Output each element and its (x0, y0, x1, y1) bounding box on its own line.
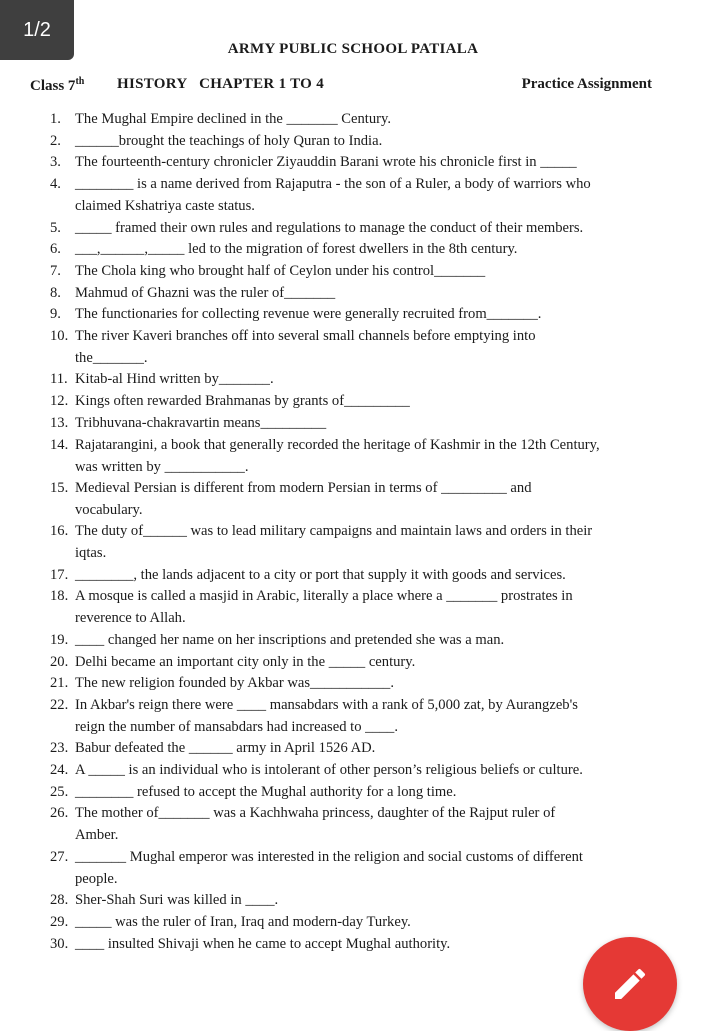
edit-button[interactable] (583, 937, 677, 1031)
question-text: _____ framed their own rules and regulations to manage the conduct of their members. (75, 219, 584, 236)
question-item (50, 672, 670, 694)
question-number: 23. (50, 740, 69, 757)
question-item (50, 585, 670, 629)
question-number: 6. (50, 241, 61, 258)
question-number: 15. (50, 479, 69, 496)
question-item (50, 889, 670, 911)
question-text: The new religion founded by Akbar was___________. (75, 675, 394, 692)
question-number: 3. (50, 154, 61, 171)
question-item (50, 434, 670, 478)
school-title: ARMY PUBLIC SCHOOL PATIALA (227, 41, 479, 57)
question-number: 24. (50, 762, 69, 778)
subject-heading: HISTORY CHAPTER 1 TO 4 (117, 76, 324, 92)
question-item (50, 629, 670, 651)
question-text: Tribhuvana-chakravartin means_________ (75, 414, 327, 431)
question-item (50, 130, 670, 152)
question-text: The mother of_______ was a Kachhwaha princess, daughter of the Rajput ruler of (75, 805, 556, 822)
question-number: 17. (50, 566, 69, 583)
question-number: 27. (50, 848, 69, 865)
class-label: Class 7th (30, 76, 85, 94)
question-text: ______brought the teachings of holy Quran to India. (75, 132, 383, 149)
question-item (50, 737, 670, 759)
question-text: iqtas. (75, 545, 107, 562)
question-item (50, 238, 670, 260)
question-text: The fourteenth-century chronicler Ziyauddin Barani wrote his chronicle first in _____ (75, 154, 577, 171)
question-number: 30. (50, 935, 69, 952)
question-number: 16. (50, 523, 69, 540)
question-text: ____ insulted Shivaji when he came to accept Mughal authority. (75, 935, 451, 952)
question-number: 11. (50, 371, 68, 388)
question-number: 28. (50, 892, 69, 909)
question-item (50, 282, 670, 304)
pencil-icon (610, 964, 650, 1004)
question-text: vocabulary. (75, 501, 143, 518)
question-item (50, 260, 670, 282)
question-number: 1. (50, 111, 61, 127)
page-counter: 1/2 (0, 0, 74, 60)
question-item (50, 564, 670, 586)
question-text: The river Kaveri branches off into several small channels before emptying into (75, 328, 536, 344)
question-text: reign the number of mansabdars had increased to ____. (75, 718, 398, 735)
question-item (50, 933, 670, 955)
question-text: Kings often rewarded Brahmanas by grants of_________ (75, 393, 410, 410)
question-item (50, 303, 670, 325)
question-text: The Mughal Empire declined in the _______ Century. (75, 111, 391, 127)
question-number: 21. (50, 675, 69, 692)
question-item (50, 781, 670, 803)
question-text: The duty of______ was to lead military campaigns and maintain laws and orders in their (75, 523, 593, 540)
question-text: A mosque is called a masjid in Arabic, literally a place where a _______ prostrates in (75, 588, 573, 605)
question-number: 5. (50, 219, 61, 236)
question-text: people. (75, 870, 118, 887)
question-text: In Akbar's reign there were ____ mansabdars with a rank of 5,000 zat, by Aurangzeb's (75, 696, 578, 713)
question-text: claimed Kshatriya caste status. (75, 198, 255, 215)
question-text: Amber. (75, 827, 119, 844)
question-item (50, 477, 670, 521)
question-number: 9. (50, 306, 61, 323)
question-number: 20. (50, 653, 69, 670)
question-text: _______ Mughal emperor was interested in the religion and social customs of different (75, 848, 583, 865)
question-item (50, 759, 670, 781)
question-item (50, 217, 670, 239)
question-text: was written by ___________. (75, 458, 249, 475)
question-text: ________ is a name derived from Rajaputra - the son of a Ruler, a body of warriors who (75, 176, 591, 193)
question-item (50, 390, 670, 412)
question-number: 7. (50, 262, 61, 279)
question-text: the_______. (75, 350, 148, 366)
question-text: Rajatarangini, a book that generally recorded the heritage of Kashmir in the 12th Century, (75, 436, 600, 453)
question-text: Delhi became an important city only in the _____ century. (75, 653, 416, 670)
question-number: 13. (50, 414, 69, 431)
question-number: 14. (50, 436, 69, 453)
question-number: 18. (50, 588, 69, 605)
question-number: 4. (50, 176, 61, 193)
question-text: Mahmud of Ghazni was the ruler of_______ (75, 284, 336, 301)
question-item (50, 911, 670, 933)
question-number: 25. (50, 783, 69, 800)
question-item (50, 368, 670, 390)
question-item (50, 846, 670, 890)
question-item (50, 520, 670, 564)
question-number: 2. (50, 132, 61, 149)
question-list (0, 108, 706, 958)
question-number: 12. (50, 393, 69, 410)
question-item (50, 151, 670, 173)
question-text: Kitab-al Hind written by_______. (75, 371, 274, 388)
question-number: 10. (50, 328, 69, 344)
question-text: ___,______,_____ led to the migration of forest dwellers in the 8th century. (75, 241, 518, 258)
question-item (50, 108, 670, 130)
question-text: ________ refused to accept the Mughal authority for a long time. (75, 783, 457, 800)
question-number: 26. (50, 805, 69, 822)
question-number: 8. (50, 284, 61, 301)
question-number: 19. (50, 631, 69, 648)
question-item (50, 802, 670, 846)
question-text: Medieval Persian is different from modern Persian in terms of _________ and (75, 479, 532, 496)
question-item (50, 325, 670, 369)
question-text: ____ changed her name on her inscriptions and pretended she was a man. (75, 631, 505, 648)
question-text: The functionaries for collecting revenue were generally recruited from_______. (75, 306, 542, 323)
question-text: Babur defeated the ______ army in April 1526 AD. (75, 740, 376, 757)
question-text: Sher-Shah Suri was killed in ____. (75, 892, 279, 909)
assignment-type: Practice Assignment (521, 76, 652, 92)
question-text: The Chola king who brought half of Ceylon under his control_______ (75, 262, 486, 279)
question-number: 22. (50, 696, 69, 713)
question-number: 29. (50, 913, 69, 930)
question-text: A _____ is an individual who is intolerant of other person’s religious beliefs or culture. (75, 762, 583, 778)
question-text: _____ was the ruler of Iran, Iraq and modern-day Turkey. (75, 913, 411, 930)
question-item (50, 173, 670, 217)
question-text: reverence to Allah. (75, 610, 186, 627)
question-text: ________, the lands adjacent to a city or port that supply it with goods and services. (75, 566, 566, 583)
question-item (50, 694, 670, 738)
question-item (50, 412, 670, 434)
question-item (50, 651, 670, 673)
